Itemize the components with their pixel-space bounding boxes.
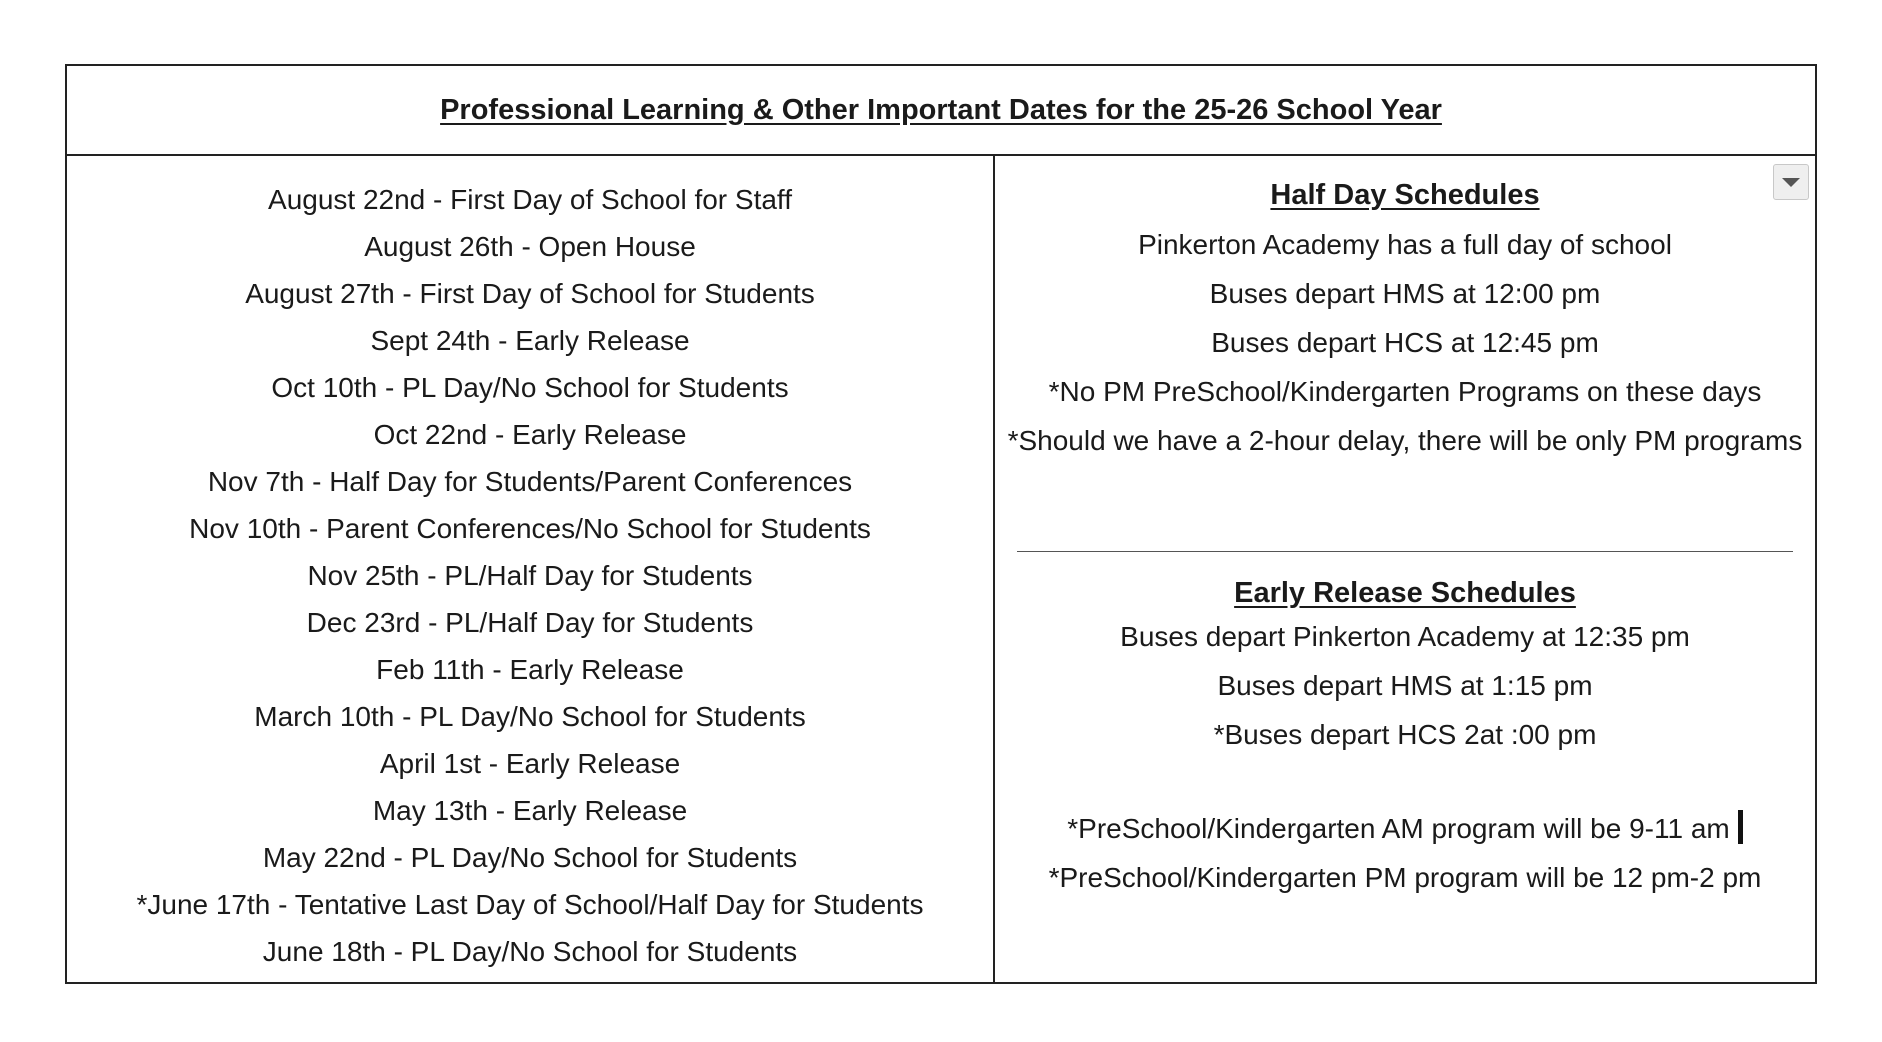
early-release-note [995,804,1815,853]
half-day-line: *Should we have a 2-hour delay, there will be only PM programs [1007,425,1803,456]
early-release-line: *Buses depart HCS 2at :00 pm [1213,719,1597,750]
text-cursor [1738,810,1743,844]
date-item: August 27th - First Day of School for Students [245,278,815,309]
early-release-heading: Early Release Schedules [1234,577,1576,609]
half-day-line: Pinkerton Academy has a full day of school [1138,229,1672,260]
date-item: Feb 11th - Early Release [376,654,684,685]
page-title: Professional Learning & Other Important Dates for the 25-26 School Year [440,93,1442,126]
early-release-note: *PreSchool/Kindergarten PM program will be 12 pm-2 pm [1048,862,1762,893]
important-dates-cell [67,156,995,982]
schedules-cell [995,156,1815,982]
date-item: Oct 22nd - Early Release [373,419,687,450]
early-release-section [995,574,1815,902]
half-day-section [995,176,1815,465]
half-day-line: *No PM PreSchool/Kindergarten Programs on these days [1048,376,1762,407]
half-day-line: Buses depart HCS at 12:45 pm [1211,327,1599,358]
date-item: Nov 7th - Half Day for Students/Parent Conferences [207,466,853,497]
date-item: May 13th - Early Release [372,795,688,826]
date-item: May 22nd - PL Day/No School for Students [262,842,798,873]
date-item: Oct 10th - PL Day/No School for Students [271,372,789,403]
date-item: Dec 23rd - PL/Half Day for Students [306,607,754,638]
date-item: Sept 24th - Early Release [370,325,690,356]
date-item: Nov 10th - Parent Conferences/No School for Students [189,513,871,544]
early-release-note-text: *PreSchool/Kindergarten AM program will be 9-11 am [1067,813,1730,844]
dates-table [65,64,1817,984]
title-row [67,66,1815,156]
date-item: *June 17th - Tentative Last Day of School/Half Day for Students [136,889,924,920]
early-release-line: Buses depart HMS at 1:15 pm [1217,670,1593,701]
half-day-heading: Half Day Schedules [1270,179,1540,211]
spacer [995,759,1815,804]
date-item: June 18th - PL Day/No School for Students [262,936,798,967]
date-item: August 26th - Open House [364,231,696,262]
date-item: March 10th - PL Day/No School for Students [254,701,806,732]
date-item: Nov 25th - PL/Half Day for Students [307,560,753,591]
section-divider [1017,551,1793,552]
half-day-line: Buses depart HMS at 12:00 pm [1209,278,1601,309]
early-release-line: Buses depart Pinkerton Academy at 12:35 pm [1120,621,1690,652]
date-item: August 22nd - First Day of School for Staff [268,184,792,215]
date-item: April 1st - Early Release [379,748,681,779]
important-dates-list [67,176,993,975]
